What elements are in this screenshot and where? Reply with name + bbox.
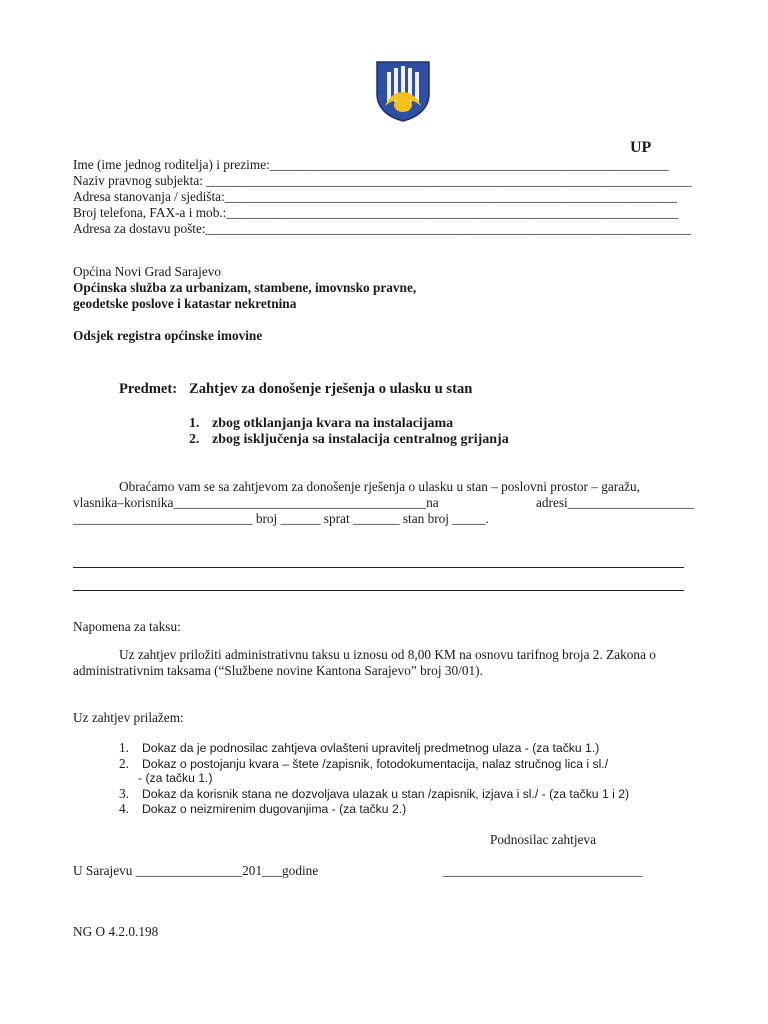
field-name-parent-surname[interactable]: Ime (ime jednog roditelja) i prezime:____________________________________________________________ (73, 157, 669, 172)
subject-item-number: 2. (189, 432, 200, 447)
fee-note-label: Napomena za taksu: (73, 619, 181, 634)
recipient-service-line2: geodetske poslove i katastar nekretnina (73, 296, 297, 311)
field-phone-fax-mobile[interactable]: Broj telefona, FAX-a i mob.:____________________________________________________________________ (73, 205, 679, 220)
attachment-number: 4. (119, 801, 129, 816)
recipient-municipality: Općina Novi Grad Sarajevo (73, 264, 222, 279)
request-owner-field[interactable]: vlasnika–korisnika______________________________________na (73, 495, 439, 510)
form-type-label: UP (630, 139, 652, 156)
signature-line[interactable]: ______________________________ (443, 863, 643, 878)
attachment-item: Dokaz o neizmirenim dugovanjima - (za tačku 2.) (142, 802, 407, 816)
attachment-item: Dokaz da korisnik stana ne dozvoljava ulazak u stan /zapisnik, izjava i sl./ - (za tačku 1 i 2) (142, 787, 630, 801)
subject-item: zbog otklanjanja kvara na instalacijama (212, 416, 454, 431)
subject-text: Zahtjev za donošenje rješenja o ulasku u stan (189, 381, 473, 397)
form-code: NG O 4.2.0.198 (73, 924, 159, 939)
attachment-item: Dokaz da je podnosilac zahtjeva ovlašteni upravitelj predmetnog ulaza - (za tačku 1.) (142, 741, 600, 755)
field-mailing-address[interactable]: Adresa za dostavu pošte:_________________________________________________________________________ (73, 221, 691, 236)
attachment-item: Dokaz o postojanju kvara – štete /zapisnik, fotodokumentacija, nalaz stručnog lica i sl./ (142, 757, 609, 771)
request-address-field[interactable]: adresi___________________ (536, 495, 695, 510)
recipient-service-line1: Općinska služba za urbanizam, stambene, imovnsko pravne, (73, 280, 417, 295)
subject-item-number: 1. (189, 416, 200, 431)
fee-note-line-1: Uz zahtjev priložiti administrativnu taksu u iznosu od 8,00 KM na osnovu tarifnog broja 2. Zakona o (119, 647, 656, 662)
field-residence-address[interactable]: Adresa stanovanja / sjedišta:____________________________________________________________________ (73, 189, 677, 204)
attachments-label: Uz zahtjev prilažem: (73, 710, 184, 725)
request-line-1: Obraćamo vam se sa zahtjevom za donošenje rješenja o ulasku u stan – poslovni prostor – garažu, (119, 479, 641, 494)
applicant-signature-label: Podnosilac zahtjeva (490, 832, 596, 847)
blank-line[interactable] (73, 590, 684, 591)
place-date-field[interactable]: U Sarajevu ________________201___godine (73, 863, 319, 878)
attachment-number: 2. (119, 756, 129, 771)
fee-note-line-2: administrativnim taksama (“Službene novine Kantona Sarajevo” broj 30/01). (73, 663, 483, 678)
attachment-item-continuation: - (za tačku 1.) (138, 771, 213, 785)
subject-label: Predmet: (119, 381, 178, 397)
recipient-department: Odsjek registra općinske imovine (73, 328, 263, 343)
attachment-number: 1. (119, 740, 129, 755)
field-legal-entity-name[interactable]: Naziv pravnog subjekta: _________________________________________________________________________ (73, 173, 692, 188)
request-number-floor-apartment-field[interactable]: ___________________________ broj ______ sprat _______ stan broj _____. (73, 511, 489, 526)
subject-item: zbog isključenja sa instalacija centralnog grijanja (212, 432, 509, 447)
blank-line[interactable] (73, 567, 684, 568)
municipality-coat-of-arms (375, 60, 431, 122)
attachment-number: 3. (119, 786, 129, 801)
